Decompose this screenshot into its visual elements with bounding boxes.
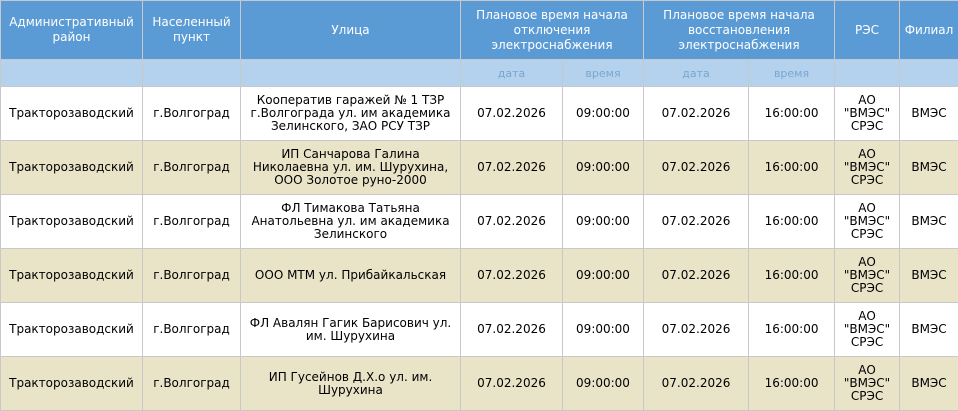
table-row: [1, 195, 958, 249]
cell-district: Тракторозаводский: [1, 141, 143, 195]
cell-on-time: 16:00:00: [749, 303, 835, 357]
header-off-time: Плановое время начала отключения электроснабжения: [461, 1, 644, 60]
cell-off-date: 07.02.2026: [461, 141, 563, 195]
cell-off-time: 09:00:00: [563, 249, 644, 303]
cell-street: ИП Гусейнов Д.Х.о ул. им. Шурухина: [241, 357, 461, 411]
cell-street: Кооператив гаражей № 1 ТЗР г.Волгограда ул. им академика Зелинского, ЗАО РСУ ТЗР: [241, 87, 461, 141]
cell-branch: ВМЭС: [900, 249, 958, 303]
header-street: Улица: [241, 1, 461, 60]
cell-off-time: 09:00:00: [563, 303, 644, 357]
table-row: [1, 87, 958, 141]
cell-branch: ВМЭС: [900, 357, 958, 411]
cell-res: АО "ВМЭС" СРЭС: [835, 195, 900, 249]
header-res: РЭС: [835, 1, 900, 60]
cell-on-date: 07.02.2026: [644, 249, 749, 303]
header-branch: Филиал: [900, 1, 958, 60]
subheader-empty: [143, 60, 241, 87]
subheader-off-time: время: [563, 60, 644, 87]
cell-off-date: 07.02.2026: [461, 249, 563, 303]
cell-district: Тракторозаводский: [1, 195, 143, 249]
cell-on-date: 07.02.2026: [644, 141, 749, 195]
cell-res: АО "ВМЭС" СРЭС: [835, 87, 900, 141]
cell-off-date: 07.02.2026: [461, 303, 563, 357]
cell-locality: г.Волгоград: [143, 303, 241, 357]
cell-street: ФЛ Авалян Гагик Барисович ул. им. Шурухина: [241, 303, 461, 357]
cell-off-time: 09:00:00: [563, 357, 644, 411]
cell-on-date: 07.02.2026: [644, 303, 749, 357]
subheader-row: [1, 60, 958, 87]
header-district: Административный район: [1, 1, 143, 60]
subheader-on-date: дата: [644, 60, 749, 87]
cell-res: АО "ВМЭС" СРЭС: [835, 249, 900, 303]
cell-on-date: 07.02.2026: [644, 195, 749, 249]
cell-on-time: 16:00:00: [749, 87, 835, 141]
cell-locality: г.Волгоград: [143, 87, 241, 141]
cell-on-time: 16:00:00: [749, 195, 835, 249]
subheader-off-date: дата: [461, 60, 563, 87]
cell-res: АО "ВМЭС" СРЭС: [835, 357, 900, 411]
table-row: [1, 303, 958, 357]
subheader-empty: [1, 60, 143, 87]
subheader-on-time: время: [749, 60, 835, 87]
cell-branch: ВМЭС: [900, 303, 958, 357]
table-row: [1, 357, 958, 411]
cell-branch: ВМЭС: [900, 141, 958, 195]
cell-on-date: 07.02.2026: [644, 357, 749, 411]
subheader-empty: [900, 60, 958, 87]
cell-on-time: 16:00:00: [749, 249, 835, 303]
cell-off-time: 09:00:00: [563, 141, 644, 195]
cell-district: Тракторозаводский: [1, 249, 143, 303]
cell-off-date: 07.02.2026: [461, 357, 563, 411]
subheader-empty: [241, 60, 461, 87]
cell-locality: г.Волгоград: [143, 195, 241, 249]
cell-off-time: 09:00:00: [563, 87, 644, 141]
cell-locality: г.Волгоград: [143, 249, 241, 303]
cell-on-date: 07.02.2026: [644, 87, 749, 141]
cell-res: АО "ВМЭС" СРЭС: [835, 141, 900, 195]
cell-on-time: 16:00:00: [749, 141, 835, 195]
cell-off-date: 07.02.2026: [461, 87, 563, 141]
cell-district: Тракторозаводский: [1, 87, 143, 141]
cell-locality: г.Волгоград: [143, 357, 241, 411]
header-row: [1, 1, 958, 60]
cell-locality: г.Волгоград: [143, 141, 241, 195]
cell-branch: ВМЭС: [900, 195, 958, 249]
cell-off-time: 09:00:00: [563, 195, 644, 249]
cell-street: ИП Санчарова Галина Николаевна ул. им. Шурухина, ООО Золотое руно-2000: [241, 141, 461, 195]
cell-district: Тракторозаводский: [1, 303, 143, 357]
header-restore-time: Плановое время начала восстановления электроснабжения: [644, 1, 835, 60]
table-body: [1, 87, 958, 411]
table-row: [1, 141, 958, 195]
cell-street: ООО МТМ ул. Прибайкальская: [241, 249, 461, 303]
cell-district: Тракторозаводский: [1, 357, 143, 411]
cell-on-time: 16:00:00: [749, 357, 835, 411]
cell-branch: ВМЭС: [900, 87, 958, 141]
cell-off-date: 07.02.2026: [461, 195, 563, 249]
subheader-empty: [835, 60, 900, 87]
table-row: [1, 249, 958, 303]
header-locality: Населенный пункт: [143, 1, 241, 60]
cell-res: АО "ВМЭС" СРЭС: [835, 303, 900, 357]
cell-street: ФЛ Тимакова Татьяна Анатольевна ул. им академика Зелинского: [241, 195, 461, 249]
